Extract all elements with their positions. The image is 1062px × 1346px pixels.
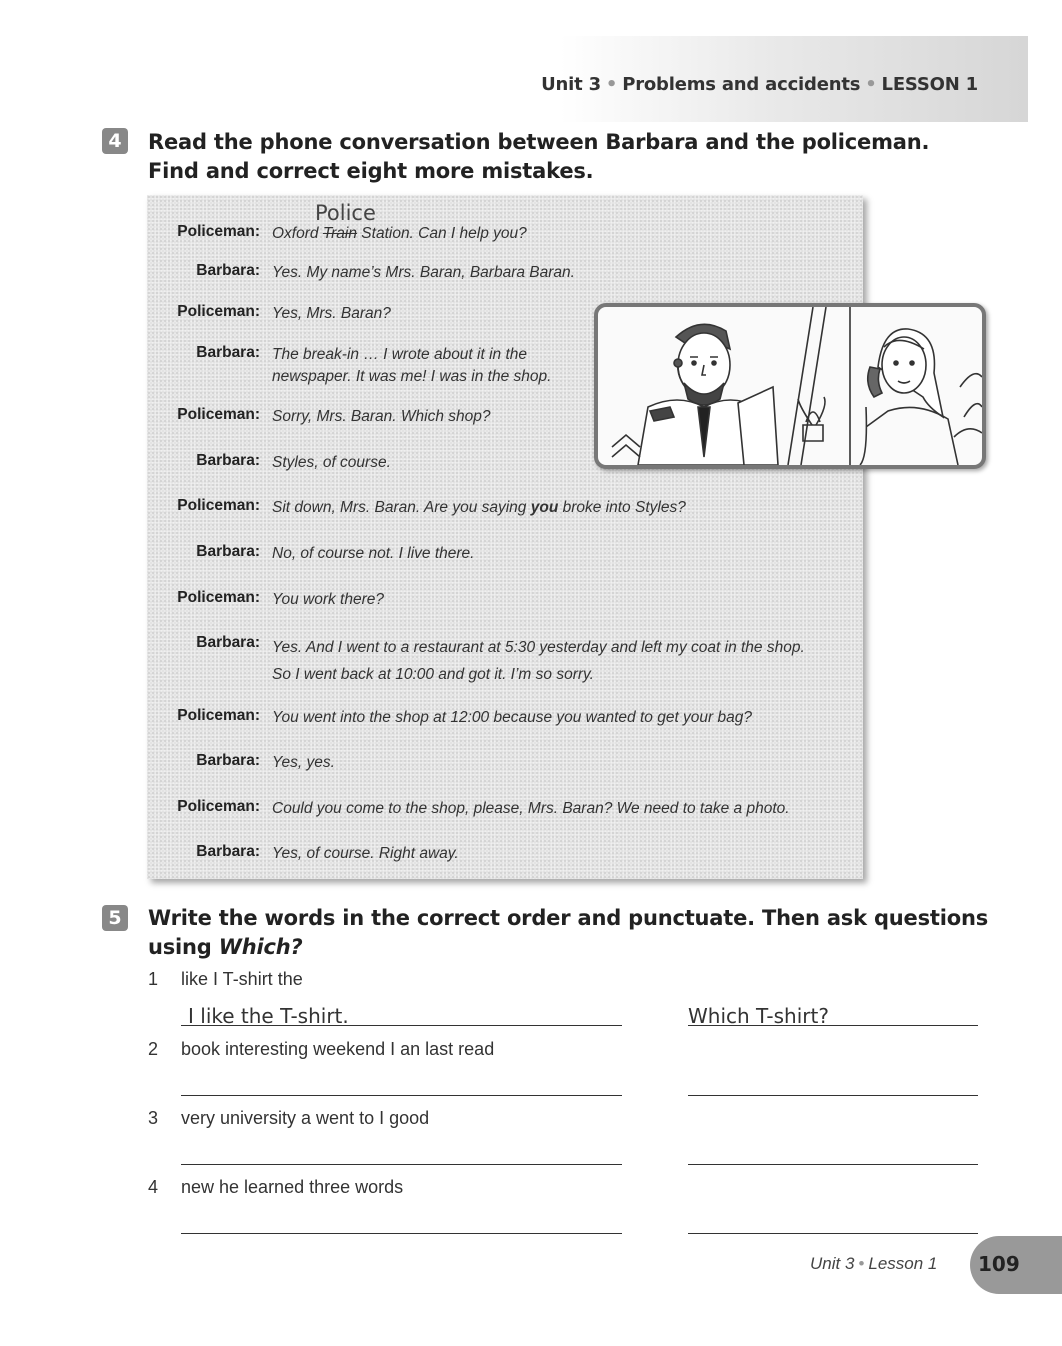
speech-text: Yes. And I went to a restaurant at 5:30 yesterday and left my coat in the shop. So I went back at 10:00 and got it. I’m so sorry.	[272, 639, 805, 683]
item-number: 4	[148, 1177, 159, 1197]
emphasis-word: you	[530, 499, 559, 516]
page-number: 109	[978, 1252, 1020, 1276]
speech-text: No, of course not. I live there.	[272, 545, 475, 562]
speaker-label: Barbara:	[196, 543, 260, 560]
question-line[interactable]	[688, 1233, 978, 1234]
answer-line[interactable]	[181, 1095, 622, 1096]
speech-text: Styles, of course.	[272, 454, 391, 471]
question-line[interactable]	[688, 1095, 978, 1096]
question-line[interactable]	[688, 1025, 978, 1026]
answer-line[interactable]	[181, 1164, 622, 1165]
header-topic: Problems and accidents	[622, 74, 861, 95]
speaker-label: Policeman:	[177, 497, 260, 514]
speech-text: The break-in … I wrote about it in the newspaper. It was me! I was in the shop.	[272, 346, 552, 385]
illustration-drawing	[598, 307, 982, 465]
struck-word: Train	[322, 225, 357, 242]
phone-call-illustration	[594, 303, 986, 469]
speaker-label: Policeman:	[177, 223, 260, 240]
speaker-label: Barbara:	[196, 634, 260, 651]
speech-text: Yes, yes.	[272, 754, 335, 771]
speaker-label: Barbara:	[196, 344, 260, 361]
speech-text: Sit down, Mrs. Baran. Are you saying you broke into Styles?	[272, 499, 686, 516]
speaker-label: Policeman:	[177, 707, 260, 724]
item-number: 3	[148, 1108, 159, 1128]
answer-line[interactable]	[181, 1025, 622, 1026]
speaker-label: Policeman:	[177, 798, 260, 815]
item-words: new he learned three words	[181, 1177, 404, 1197]
speaker-label: Barbara:	[196, 752, 260, 769]
speech-text: Could you come to the shop, please, Mrs. Baran? We need to take a photo.	[272, 800, 790, 817]
speech-text: Sorry, Mrs. Baran. Which shop?	[272, 408, 491, 425]
handwritten-correction: Police	[315, 201, 376, 225]
speaker-label: Policeman:	[177, 303, 260, 320]
speech-text: You work there?	[272, 591, 385, 608]
dialogue-box	[147, 195, 863, 879]
item-number: 2	[148, 1039, 159, 1059]
handwritten-answer: I like the T-shirt.	[188, 1004, 349, 1028]
exercise-number-4: 4	[102, 128, 128, 154]
speech-text: Yes, of course. Right away.	[272, 845, 459, 862]
handwritten-question: Which T-shirt?	[688, 1004, 829, 1028]
item-words: like I T-shirt the	[181, 969, 303, 989]
item-words: very university a went to I good	[181, 1108, 430, 1128]
speaker-label: Policeman:	[177, 406, 260, 423]
item-number: 1	[148, 969, 159, 989]
running-header: Unit 3 • Problems and accidents • LESSON 1	[541, 74, 978, 95]
header-lesson: LESSON 1	[881, 74, 978, 95]
exercise4-instruction: Read the phone conversation between Barbara and the policeman. Find and correct eight more mistakes.	[148, 130, 930, 183]
speaker-label: Policeman:	[177, 589, 260, 606]
exercise5-instruction: Write the words in the correct order and punctuate. Then ask questions using Which?	[148, 906, 989, 959]
header-unit: Unit 3	[541, 74, 601, 95]
speech-text: Yes. My name’s Mrs. Baran, Barbara Baran.	[272, 264, 575, 281]
question-line[interactable]	[688, 1164, 978, 1165]
item-words: book interesting weekend I an last read	[181, 1039, 495, 1059]
speech-text: Yes, Mrs. Baran?	[272, 305, 391, 322]
running-footer: Unit 3 • Lesson 1	[810, 1254, 938, 1273]
speaker-label: Barbara:	[196, 452, 260, 469]
speech-text: You went into the shop at 12:00 because you wanted to get your bag?	[272, 709, 752, 726]
exercise-number-5: 5	[102, 905, 128, 931]
speaker-label: Barbara:	[196, 843, 260, 860]
speech-text: Oxford Train Station. Can I help you?	[272, 225, 527, 242]
speaker-label: Barbara:	[196, 262, 260, 279]
answer-line[interactable]	[181, 1233, 622, 1234]
